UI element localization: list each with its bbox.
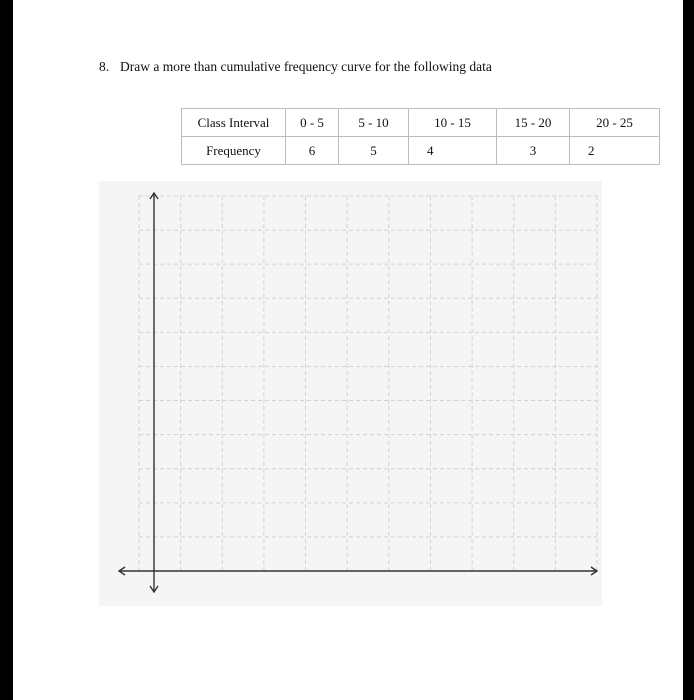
worksheet-page — [13, 0, 683, 700]
frequency-cell: 4 — [409, 137, 497, 165]
question-text — [99, 59, 492, 75]
class-cell: 0 - 5 — [286, 109, 339, 137]
class-cell: 20 - 25 — [570, 109, 660, 137]
frequency-cell: 6 — [286, 137, 339, 165]
frequency-cell: 3 — [497, 137, 570, 165]
class-interval-header: Class Interval — [182, 109, 286, 137]
blank-graph-area — [99, 181, 602, 606]
frequency-header: Frequency — [182, 137, 286, 165]
frequency-cell: 5 — [339, 137, 409, 165]
class-interval-row — [182, 109, 660, 137]
frequency-table — [181, 108, 660, 165]
class-cell: 10 - 15 — [409, 109, 497, 137]
class-cell: 5 - 10 — [339, 109, 409, 137]
question-number: 8. — [99, 59, 110, 74]
frequency-row — [182, 137, 660, 165]
question-prompt: Draw a more than cumulative frequency curve for the following data — [120, 59, 492, 74]
frequency-cell: 2 — [570, 137, 660, 165]
graph-grid-svg — [99, 181, 602, 606]
class-cell: 15 - 20 — [497, 109, 570, 137]
